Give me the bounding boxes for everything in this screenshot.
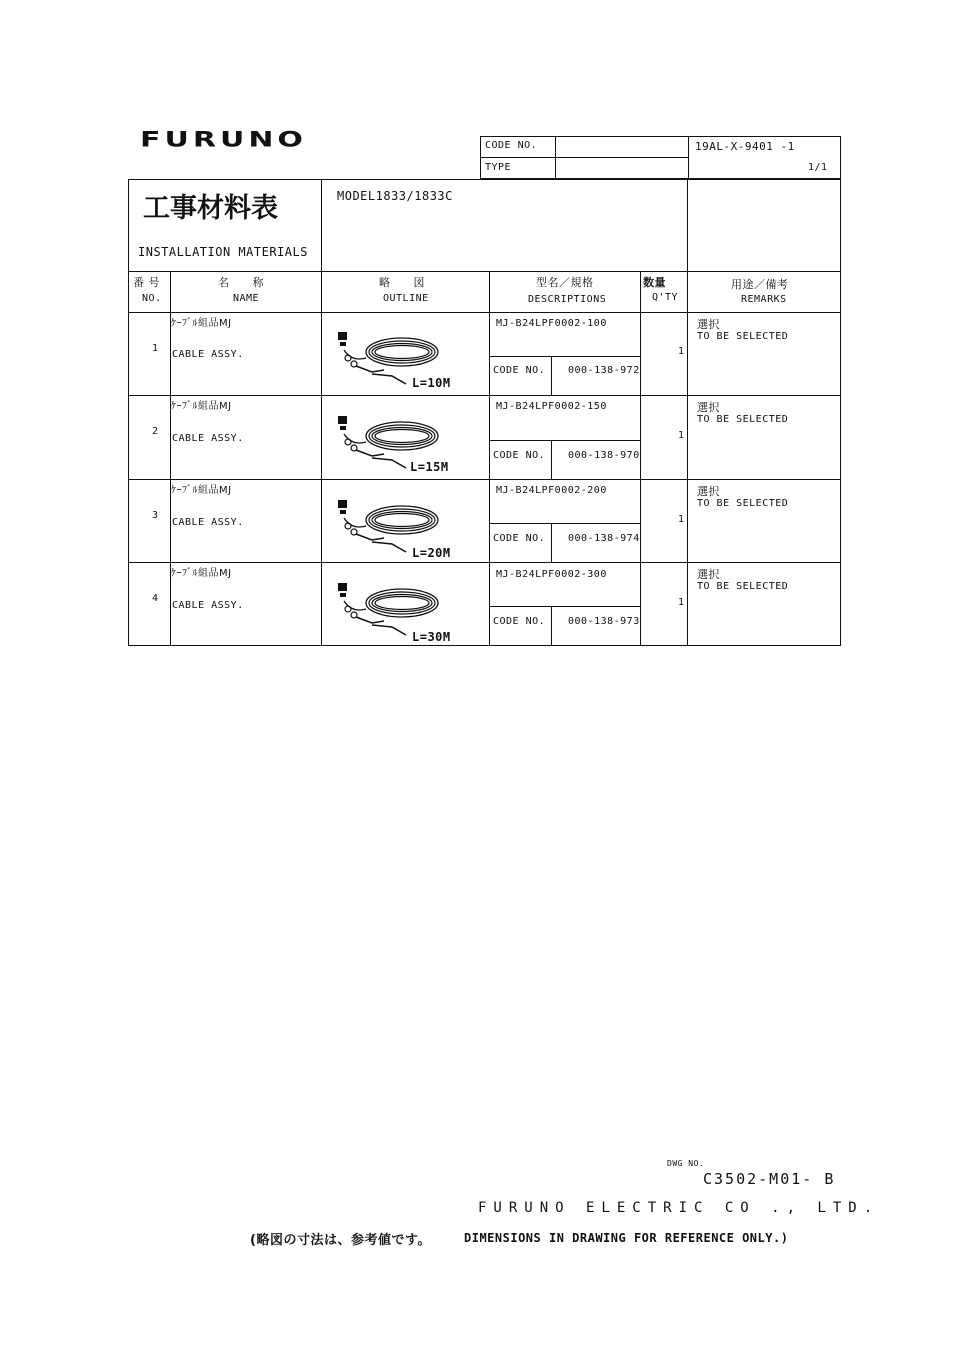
row-2-length: L=15M (410, 460, 449, 474)
row-3-no: 3 (152, 510, 159, 521)
row-3-qty: 1 (678, 514, 685, 525)
col-qty-jp: 数量 (643, 276, 666, 289)
header-border-right (840, 136, 841, 179)
col-remarks-en: REMARKS (741, 294, 787, 305)
row-1-bottom (128, 395, 840, 396)
row-2-type: MJ-B24LPF0002-150 (496, 401, 607, 412)
row-1-name-jp: ｹｰﾌﾞﾙ組品MJ (171, 318, 232, 329)
row-4-qty: 1 (678, 597, 685, 608)
row-3-code-split (551, 523, 552, 562)
col-divider-outline-left (321, 179, 322, 646)
doc-number: 19AL-X-9401 -1 (695, 140, 795, 153)
col-divider-desc-left (489, 271, 490, 646)
row-1-remarks-en: TO BE SELECTED (697, 331, 789, 342)
row-1-length: L=10M (412, 376, 451, 390)
model-name: MODEL1833/1833C (337, 189, 453, 203)
type-label: TYPE (485, 162, 512, 173)
col-name-en: NAME (233, 293, 260, 304)
row-4-name-en: CABLE ASSY. (172, 600, 244, 611)
row-4-length: L=30M (412, 630, 451, 644)
header-border-left (480, 136, 481, 179)
note-jp: (略図の寸法は、参考値です。 (250, 1233, 431, 1248)
col-remarks-jp: 用途／備考 (731, 278, 789, 291)
row-2-code-label: CODE NO. (493, 450, 546, 461)
row-1-code: 000-138-972 (568, 365, 640, 376)
note-en: DIMENSIONS IN DRAWING FOR REFERENCE ONLY.) (464, 1231, 789, 1245)
col-name-jp: 名 称 (218, 276, 264, 289)
table-border-left (128, 179, 129, 646)
header-border-mid (480, 157, 688, 158)
row-4-remarks-en: TO BE SELECTED (697, 581, 789, 592)
row-1-no: 1 (152, 343, 159, 354)
row-2-bottom (128, 479, 840, 480)
page-number: 1/1 (808, 162, 828, 173)
dwg-label: DWG NO. (667, 1159, 705, 1168)
row-3-remarks-en: TO BE SELECTED (697, 498, 789, 509)
row-4-code: 000-138-973 (568, 616, 640, 627)
col-no-jp: 番 号 (133, 276, 160, 289)
row-1-code-label: CODE NO. (493, 365, 546, 376)
header-divider-2 (688, 136, 689, 179)
row-2-code: 000-138-970 (568, 450, 640, 461)
col-outline-en: OUTLINE (383, 293, 429, 304)
header-divider-1 (555, 136, 556, 179)
col-divider-remarks-left (687, 179, 688, 646)
title-jp: 工事材料表 (143, 193, 278, 224)
row-2-no: 2 (152, 426, 159, 437)
table-border-bottom (128, 645, 840, 646)
row-1-remarks-jp: 選択 (697, 318, 720, 331)
row-4-name-jp: ｹｰﾌﾞﾙ組品MJ (171, 568, 232, 579)
row-2-name-jp: ｹｰﾌﾞﾙ組品MJ (171, 401, 232, 412)
row-3-code-divider (489, 523, 640, 524)
col-outline-jp: 略 図 (379, 276, 425, 289)
furuno-logo: FURUNO (140, 127, 307, 153)
header-border-top (480, 136, 840, 137)
row-4-remarks-jp: 選択 (697, 568, 720, 581)
row-4-cable-outline (332, 579, 442, 637)
table-border-right (840, 179, 841, 646)
row-4-type: MJ-B24LPF0002-300 (496, 569, 607, 580)
company-name: FURUNO ELECTRIC CO ., LTD. (478, 1200, 880, 1216)
col-desc-jp: 型名／規格 (536, 276, 594, 289)
row-3-code-label: CODE NO. (493, 533, 546, 544)
row-4-code-split (551, 606, 552, 645)
row-4-code-divider (489, 606, 640, 607)
code-no-label: CODE NO. (485, 140, 538, 151)
col-qty-en: Q'TY (652, 292, 679, 303)
col-no-en: NO. (142, 293, 162, 304)
row-3-code: 000-138-974 (568, 533, 640, 544)
row-3-length: L=20M (412, 546, 451, 560)
title-section-bottom (128, 271, 840, 272)
row-4-no: 4 (152, 593, 159, 604)
row-1-qty: 1 (678, 346, 685, 357)
row-2-code-split (551, 440, 552, 479)
row-3-name-jp: ｹｰﾌﾞﾙ組品MJ (171, 485, 232, 496)
row-1-code-split (551, 356, 552, 395)
row-3-name-en: CABLE ASSY. (172, 517, 244, 528)
row-3-remarks-jp: 選択 (697, 485, 720, 498)
row-3-bottom (128, 562, 840, 563)
row-1-code-divider (489, 356, 640, 357)
row-2-remarks-en: TO BE SELECTED (697, 414, 789, 425)
row-1-name-en: CABLE ASSY. (172, 349, 244, 360)
col-divider-qty-left (640, 271, 641, 646)
row-2-qty: 1 (678, 430, 685, 441)
row-4-code-label: CODE NO. (493, 616, 546, 627)
row-3-type: MJ-B24LPF0002-200 (496, 485, 607, 496)
column-header-bottom (128, 312, 840, 313)
row-2-remarks-jp: 選択 (697, 401, 720, 414)
row-1-type: MJ-B24LPF0002-100 (496, 318, 607, 329)
col-desc-en: DESCRIPTIONS (528, 294, 607, 305)
table-border-top (128, 179, 840, 180)
row-2-code-divider (489, 440, 640, 441)
title-en: INSTALLATION MATERIALS (138, 245, 308, 259)
dwg-number: C3502-M01- B (703, 1170, 836, 1188)
row-2-name-en: CABLE ASSY. (172, 433, 244, 444)
